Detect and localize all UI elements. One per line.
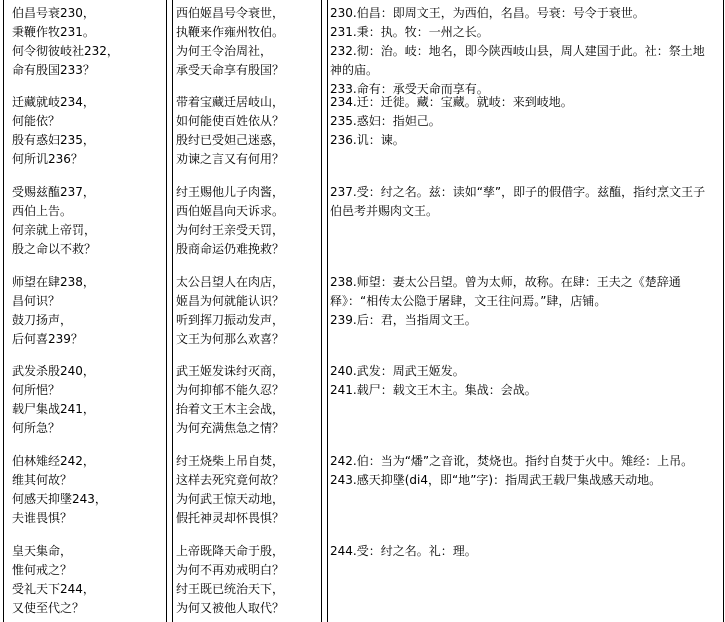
translation-text-line: 为何武王惊天动地，	[176, 492, 285, 506]
translation-text-line: 西伯姬昌向天诉求。	[176, 204, 285, 218]
translation-text-line: 如何能使百姓依从？	[176, 114, 285, 128]
original-text-line: 鼓刀扬声，	[12, 313, 73, 327]
translation-text-line: 殷纣已受妲己迷惑，	[176, 133, 285, 147]
translation-text-line: 承受天命享有殷国？	[176, 63, 285, 77]
original-text-line: 维其何故？	[12, 473, 73, 487]
original-text	[12, 362, 95, 438]
translation-text-line: 纣王赐他儿子肉酱，	[176, 185, 285, 199]
original-text-line: 迁藏就岐234，	[12, 95, 95, 109]
column-divider	[172, 0, 173, 622]
original-text	[12, 273, 95, 349]
column-divider	[166, 0, 167, 622]
translation-text-line: 纣王既已统治天下，	[176, 582, 285, 596]
translation-text-line: 为何王令治周社，	[176, 44, 273, 58]
annotation-notes-line: 235.惑妇：指妲己。	[330, 114, 441, 128]
annotation-notes-line: 239.后：君，当指周文王。	[330, 313, 477, 327]
annotation-notes-line: 232.彻：治。岐：地名，即今陕西岐山县，周人建国于此。社：祭土地神的庙。	[330, 44, 705, 77]
translation-text-line: 为何充满焦急之情？	[176, 421, 285, 435]
translation-text-line: 为何又被他人取代？	[176, 601, 285, 615]
translation-text-line: 为何纣王亲受天罚，	[176, 223, 285, 237]
original-text-line: 后何喜239？	[12, 332, 83, 346]
annotation-notes-line: 233.命有：承受天命而享有。	[330, 82, 489, 96]
original-text-line: 载尸集战241，	[12, 402, 95, 416]
translation-text-line: 这样去死究竟何故？	[176, 473, 285, 487]
annotation-notes	[330, 93, 715, 150]
original-text	[12, 183, 96, 259]
translation-text	[176, 93, 284, 169]
original-text	[12, 93, 95, 169]
original-text-line: 师望在肆238，	[12, 275, 95, 289]
annotation-notes-line: 236.讥：谏。	[330, 133, 405, 147]
original-text-line: 西伯上告。	[12, 204, 73, 218]
translation-text-line: 姬昌为何就能认识？	[176, 294, 285, 308]
translation-text-line: 纣王烧柴上吊自焚，	[176, 454, 285, 468]
translation-text-line: 带着宝藏迁居岐山，	[176, 95, 285, 109]
translation-text	[176, 273, 284, 349]
annotation-notes-line: 243.感天抑墬(di4，即“地”字)：指周武王载尸集战感天动地。	[330, 473, 662, 487]
annotation-notes-line: 234.迁：迁徙。藏：宝藏。就岐：来到岐地。	[330, 95, 573, 109]
translation-text	[176, 542, 284, 618]
original-text-line: 伯昌号衰230，	[12, 6, 95, 20]
original-text-line: 武发杀殷240，	[12, 364, 95, 378]
translation-text-line: 殷商命运仍难挽救？	[176, 242, 285, 256]
translation-text-line: 西伯姬昌号令衰世，	[176, 6, 285, 20]
original-text	[12, 542, 95, 618]
annotation-notes	[330, 273, 715, 330]
original-text-line: 伯林雉经242，	[12, 454, 95, 468]
translation-text-line: 为何不再劝戒明白？	[176, 563, 285, 577]
translation-text-line: 上帝既降天命于殷，	[176, 544, 285, 558]
annotation-notes-line: 241.载尸：载文王木主。集战：会战。	[330, 383, 537, 397]
translation-text-line: 文王为何那么欢喜？	[176, 332, 285, 346]
annotation-notes-line: 238.师望：妻太公吕望。曾为太师，故称。在肆：王夫之《楚辞通释》：“相传太公隐于屠肆，文王往问焉。”肆，店铺。	[330, 275, 681, 308]
original-text-line: 皇天集命，	[12, 544, 73, 558]
original-text-line: 惟何戒之？	[12, 563, 73, 577]
translation-text	[176, 362, 284, 438]
translation-text-line: 抬着文王木主会战，	[176, 402, 285, 416]
translation-text-line: 执鞭来作雍州牧伯。	[176, 25, 285, 39]
original-text-line: 命有殷国233？	[12, 63, 95, 77]
annotation-notes-line: 244.受：纣之名。礼：理。	[330, 544, 477, 558]
original-text	[12, 452, 107, 528]
translation-text-line: 劝谏之言又有何用？	[176, 152, 285, 166]
original-text-line: 何所急？	[12, 421, 61, 435]
translation-text-line: 武王姬发诛纣灭商，	[176, 364, 285, 378]
original-text-line: 受礼天下244，	[12, 582, 95, 596]
original-text-line: 秉鞭作牧231。	[12, 25, 95, 39]
column-divider	[327, 0, 328, 622]
translation-text-line: 太公吕望人在肉店，	[176, 275, 285, 289]
annotation-notes-line: 231.秉：执。牧：一州之长。	[330, 25, 489, 39]
translation-text	[176, 183, 284, 259]
original-text-line: 何能依？	[12, 114, 61, 128]
translation-text-line: 假托神灵却怀畏惧？	[176, 511, 285, 525]
original-text-line: 殷之命以不救？	[12, 242, 97, 256]
original-text-line: 殷有惑妇235，	[12, 133, 95, 147]
original-text-line: 昌何识？	[12, 294, 61, 308]
annotation-notes	[330, 542, 715, 561]
original-text	[12, 4, 119, 80]
column-divider	[321, 0, 322, 622]
original-text-line: 受赐兹醢237，	[12, 185, 95, 199]
original-text-line: 何所讥236？	[12, 152, 83, 166]
annotation-notes	[330, 452, 715, 490]
translation-text-line: 听到挥刀振动发声，	[176, 313, 285, 327]
annotation-notes-line: 242.伯：当为“燔”之音讹，焚烧也。指纣自焚于火中。雉经：上吊。	[330, 454, 694, 468]
original-text-line: 夫谁畏惧？	[12, 511, 73, 525]
annotation-notes	[330, 183, 715, 221]
annotation-notes-line: 230.伯昌：即周文王，为西伯，名昌。号衰：号令于衰世。	[330, 6, 645, 20]
original-text-line: 何所悒？	[12, 383, 61, 397]
annotation-notes	[330, 4, 715, 99]
translation-text	[176, 452, 284, 528]
annotation-notes-line: 240.武发：周武王姬发。	[330, 364, 465, 378]
annotation-notes-line: 237.受：纣之名。兹：读如“孳”，即子的假借字。兹醢，指纣烹文王子伯邑考并赐肉文王。	[330, 185, 706, 218]
original-text-line: 又使至代之？	[12, 601, 85, 615]
original-text-line: 何亲就上帝罚，	[12, 223, 97, 237]
original-text-line: 何感天抑墬243，	[12, 492, 107, 506]
translation-text	[176, 4, 284, 80]
annotation-notes	[330, 362, 715, 400]
translation-text-line: 为何抑郁不能久忍？	[176, 383, 285, 397]
original-text-line: 何令彻彼岐社232，	[12, 44, 119, 58]
